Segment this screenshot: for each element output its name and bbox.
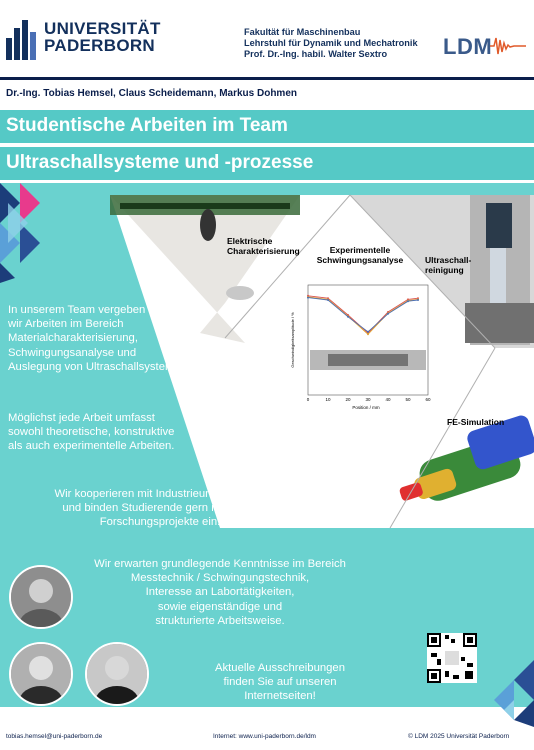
label-vibration: Experimentelle Schwingungsanalyse bbox=[316, 245, 404, 265]
chart-point bbox=[407, 300, 409, 302]
ldm-wave-icon bbox=[490, 34, 526, 58]
chart-point bbox=[307, 297, 309, 299]
person-icon bbox=[87, 644, 147, 704]
paragraph-5: Aktuelle Ausschreibungen finden Sie auf unseren Internetseiten! bbox=[214, 662, 345, 703]
paragraph-1: In unserem Team vergeben wir Arbeiten im Bereich Materialcharakterisierung, Schwingungsanalyse und Auslegung von Ultraschallsystemen. bbox=[8, 304, 191, 373]
ldm-logo: LDM bbox=[443, 34, 493, 59]
university-logo-icon bbox=[6, 18, 42, 62]
paragraph-2: Möglichst jede Arbeit umfasst sowohl theoretische, konstruktive als auch experimentelle Arbeiten. bbox=[8, 412, 175, 453]
footer-email[interactable]: tobias.hemsel@uni-paderborn.de bbox=[6, 733, 103, 740]
chart-tick-label: 10 bbox=[325, 397, 331, 402]
person-icon bbox=[11, 644, 71, 704]
avatar-portrait-2 bbox=[9, 642, 73, 706]
chart-point bbox=[417, 299, 419, 301]
avatar-portrait-3 bbox=[85, 642, 149, 706]
label-electrical: Elektrische Charakterisierung bbox=[227, 236, 300, 256]
chart-point bbox=[387, 313, 389, 315]
person-icon bbox=[11, 567, 71, 627]
authors: Dr.-Ing. Tobias Hemsel, Claus Scheidemann, Markus Dohmen bbox=[6, 88, 297, 99]
chart-plot-area bbox=[308, 285, 428, 395]
chart-point bbox=[367, 333, 369, 335]
label-cleaning: Ultraschall- reinigung bbox=[425, 255, 472, 275]
header-rule bbox=[0, 77, 534, 80]
chart-specimen-core bbox=[328, 354, 408, 366]
chart-tick-label: 50 bbox=[405, 397, 411, 402]
university-name bbox=[44, 20, 161, 54]
footer bbox=[0, 727, 534, 750]
faculty-info bbox=[244, 27, 418, 60]
title-2: Ultraschallsysteme und -prozesse bbox=[6, 152, 314, 173]
chart-point bbox=[367, 331, 369, 333]
university-name-line1: UNIVERSITÄT bbox=[44, 19, 161, 38]
faculty-line2: Lehrstuhl für Dynamik und Mechatronik bbox=[244, 38, 418, 48]
chart-tick-label: 60 bbox=[425, 397, 431, 402]
label-fe-simulation: FE-Simulation bbox=[447, 417, 505, 427]
chart-tick-label: 20 bbox=[345, 397, 351, 402]
paragraph-4: Wir erwarten grundlegende Kenntnisse im Bereich Messtechnik / Schwingungstechnik, Interesse an Labortätigkeiten, sowie eigenständige und strukturierte Arbeitsweise. bbox=[94, 558, 346, 627]
chart-ylabel: Geschwindigkeitsamplitude / % bbox=[290, 312, 295, 368]
avatar-portrait-1 bbox=[9, 565, 73, 629]
chart-point bbox=[327, 299, 329, 301]
qr-code-icon[interactable] bbox=[427, 633, 477, 683]
faculty-line3: Prof. Dr.-Ing. habil. Walter Sextro bbox=[244, 49, 388, 59]
chart-xlabel: Position / mm bbox=[352, 405, 380, 410]
chart-point bbox=[347, 316, 349, 318]
vibration-chart bbox=[288, 280, 433, 410]
chart-tick-label: 40 bbox=[385, 397, 391, 402]
chart-tick-label: 30 bbox=[365, 397, 371, 402]
title-1: Studentische Arbeiten im Team bbox=[6, 115, 288, 136]
footer-internet[interactable]: Internet: www.uni-paderborn.de/ldm bbox=[213, 733, 316, 740]
university-name-line2: PADERBORN bbox=[44, 36, 156, 55]
footer-copyright: © LDM 2025 Universität Paderborn bbox=[408, 733, 510, 740]
paragraph-3: Wir kooperieren mit Industrieunternehmen und binden Studierende gern in unsere Forschungsprojekte ein. bbox=[54, 488, 266, 529]
chart-tick-label: 0 bbox=[306, 397, 310, 402]
decorative-triangles-icon bbox=[486, 660, 534, 727]
faculty-line1: Fakultät für Maschinenbau bbox=[244, 27, 361, 37]
